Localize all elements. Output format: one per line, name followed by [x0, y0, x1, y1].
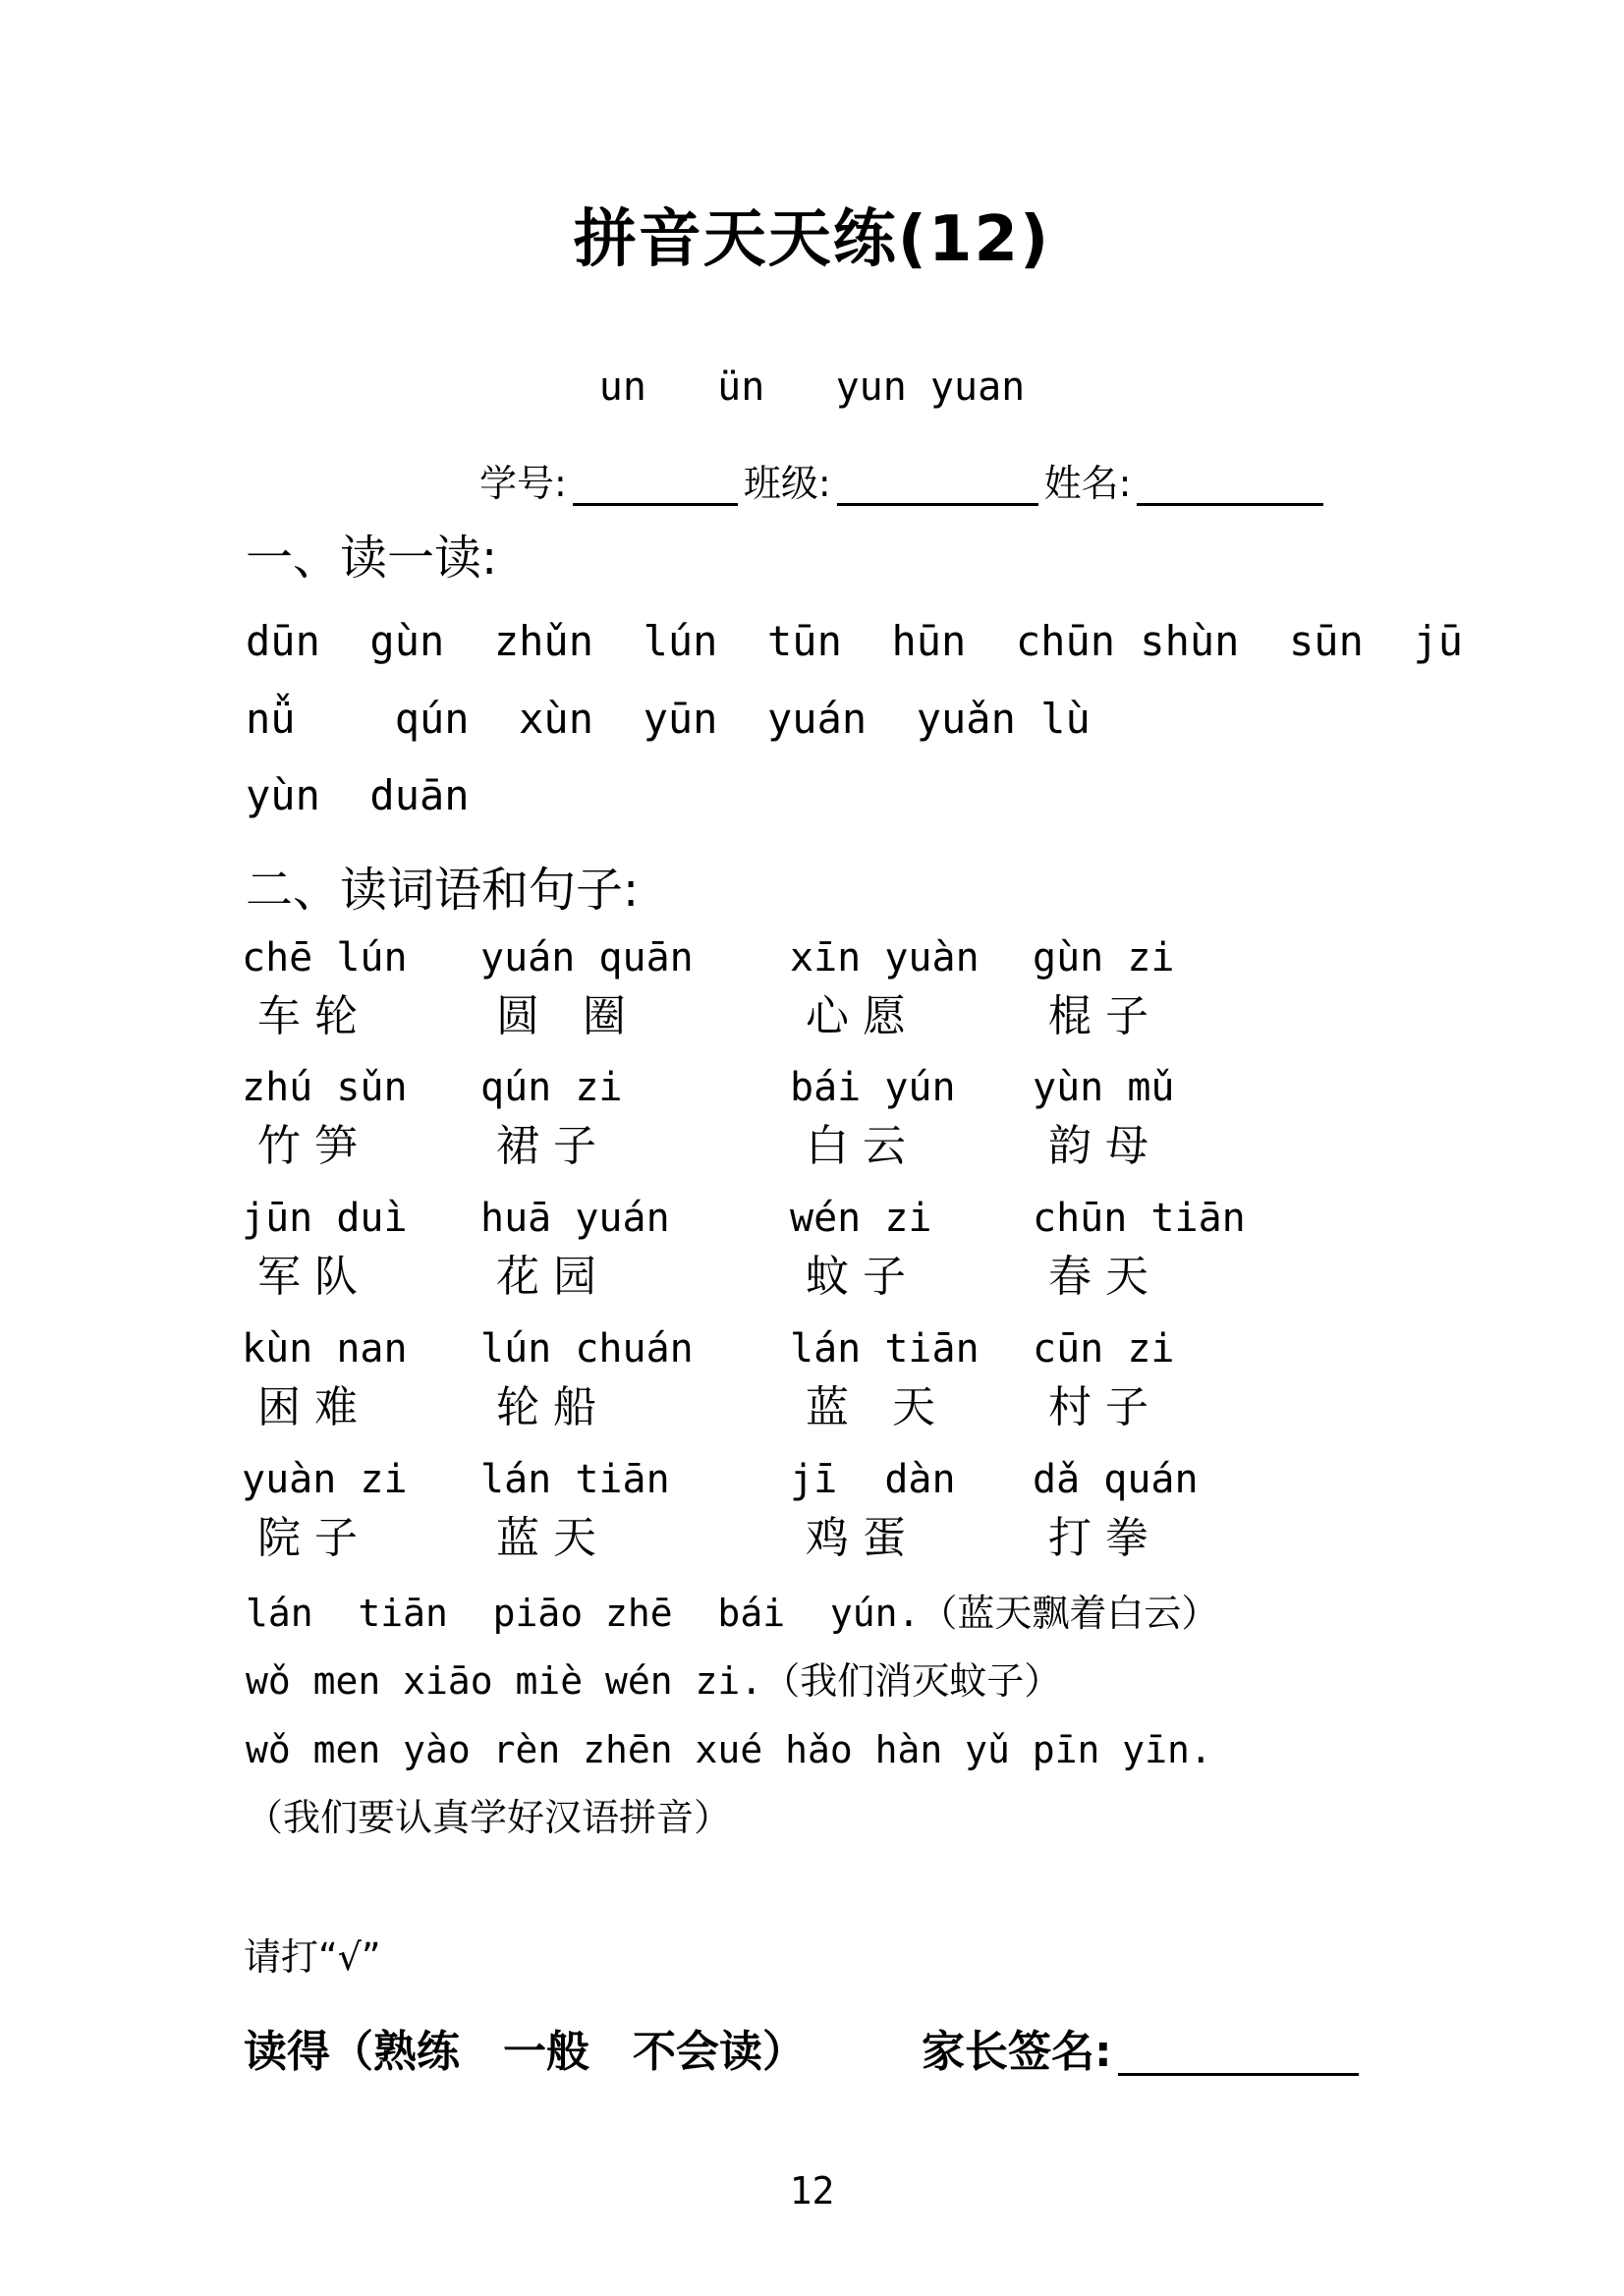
- word-hanzi: 心 愿: [806, 990, 906, 1041]
- class-label: 班级:: [743, 461, 831, 505]
- pinyin-row-1: dūn gùn zhǔn lún tūn hūn chūn shùn sūn jū: [246, 617, 1464, 666]
- word-hanzi: 蚊 子: [806, 1252, 906, 1303]
- word-pinyin: bái yún: [790, 1065, 956, 1111]
- word-pinyin: gùn zi: [1033, 934, 1175, 980]
- word-pinyin: lún chuán: [480, 1325, 694, 1372]
- word-pair: [480, 1064, 790, 1173]
- word-pinyin: wén zi: [790, 1196, 932, 1242]
- word-pair: [790, 1456, 1033, 1565]
- word-pair: [790, 1064, 1033, 1173]
- word-pair: [1033, 934, 1624, 1043]
- word-pinyin: cūn zi: [1033, 1325, 1175, 1372]
- sentence-line-3: wǒ men yào rèn zhēn xué hǎo hàn yǔ pīn yīn.: [246, 1727, 1212, 1771]
- word-hanzi: 打 拳: [1048, 1512, 1148, 1563]
- signature-label: 家长签名:: [922, 2026, 1112, 2077]
- word-hanzi: 村 子: [1048, 1381, 1148, 1432]
- word-pinyin: zhú sǔn: [242, 1065, 408, 1111]
- word-pair: [242, 1064, 480, 1173]
- word-row: [242, 934, 1624, 1043]
- student-info-line: [479, 460, 1624, 508]
- word-pinyin: jūn duì: [242, 1196, 408, 1242]
- word-hanzi: 车 轮: [257, 990, 358, 1041]
- word-row: [242, 1456, 1624, 1565]
- word-pair: [242, 1456, 480, 1565]
- name-blank: [1137, 466, 1323, 506]
- word-hanzi: 鸡 蛋: [806, 1512, 906, 1563]
- word-pair: [1033, 1325, 1624, 1434]
- word-pair: [242, 1195, 480, 1304]
- word-pinyin: chūn tiān: [1033, 1196, 1246, 1242]
- word-hanzi: 蓝 天: [806, 1381, 935, 1432]
- name-label: 姓名:: [1043, 461, 1132, 505]
- page-number: 12: [789, 2169, 835, 2212]
- signature-blank: [1118, 2030, 1359, 2076]
- word-row: [242, 1195, 1624, 1304]
- sentence-line-1: lán tiān piāo zhē bái yún.（蓝天飘着白云）: [246, 1591, 1219, 1635]
- check-instruction: 请打“√”: [244, 1934, 381, 1979]
- word-hanzi: 轮 船: [496, 1381, 596, 1432]
- word-pinyin: yuán quān: [480, 934, 694, 980]
- vowel-subtitle: un ün yun yuan: [598, 364, 1026, 410]
- word-hanzi: 院 子: [257, 1512, 358, 1563]
- word-hanzi: 竹 笋: [257, 1121, 358, 1172]
- word-pinyin: kùn nan: [242, 1325, 408, 1372]
- word-pinyin: huā yuán: [480, 1196, 670, 1242]
- word-pair: [1033, 1456, 1624, 1565]
- rating-line: [244, 2016, 1624, 2079]
- word-pinyin: lán tiān: [790, 1325, 980, 1372]
- word-pinyin: lán tiān: [480, 1456, 670, 1502]
- word-hanzi: 军 队: [257, 1252, 358, 1303]
- student-no-label: 学号:: [479, 461, 567, 505]
- word-row: [242, 1064, 1624, 1173]
- word-pair: [242, 934, 480, 1043]
- word-hanzi: 蓝 天: [496, 1512, 596, 1563]
- word-hanzi: 白 云: [806, 1121, 906, 1172]
- word-hanzi: 困 难: [257, 1381, 358, 1432]
- word-pinyin: xīn yuàn: [790, 934, 980, 980]
- word-pair: [480, 1456, 790, 1565]
- word-hanzi: 春 天: [1048, 1252, 1148, 1303]
- word-pinyin: yuàn zi: [242, 1456, 408, 1502]
- word-pinyin: dǎ quán: [1033, 1456, 1199, 1502]
- word-hanzi: 韵 母: [1048, 1121, 1148, 1172]
- sentence-line-4: （我们要认真学好汉语拼音）: [246, 1796, 732, 1840]
- word-pinyin: jī dàn: [790, 1456, 956, 1502]
- word-pair: [1033, 1064, 1624, 1173]
- word-hanzi: 圆 圈: [496, 990, 626, 1041]
- word-hanzi: 花 园: [496, 1252, 596, 1303]
- pinyin-row-3: yùn duān: [246, 770, 470, 819]
- word-pinyin: qún zi: [480, 1065, 623, 1111]
- student-no-blank: [573, 466, 738, 506]
- word-hanzi: 裙 子: [496, 1121, 596, 1172]
- word-hanzi: 棍 子: [1048, 990, 1148, 1041]
- word-pair: [790, 1325, 1033, 1434]
- section2-heading: 二、读词语和句子:: [246, 863, 640, 919]
- section1-heading: 一、读一读:: [246, 530, 498, 586]
- class-blank: [837, 466, 1038, 506]
- page-title: 拼音天天练(12): [573, 203, 1051, 276]
- word-pinyin: chē lún: [242, 934, 408, 980]
- word-row: [242, 1325, 1624, 1434]
- word-pair: [790, 934, 1033, 1043]
- word-pair: [790, 1195, 1033, 1304]
- sentence-line-2: wǒ men xiāo miè wén zi.（我们消灭蚊子）: [246, 1659, 1062, 1704]
- rating-options: 读得（熟练 一般 不会读）: [244, 2026, 806, 2077]
- word-pair: [480, 1195, 790, 1304]
- word-pinyin: yùn mǔ: [1033, 1065, 1175, 1111]
- word-grid: [242, 934, 1624, 1565]
- pinyin-row-2: nǚ qún xùn yūn yuán yuǎn lù: [246, 694, 1091, 743]
- word-pair: [242, 1325, 480, 1434]
- word-pair: [1033, 1195, 1624, 1304]
- word-pair: [480, 934, 790, 1043]
- word-pair: [480, 1325, 790, 1434]
- sentence-list: [0, 1591, 1624, 1842]
